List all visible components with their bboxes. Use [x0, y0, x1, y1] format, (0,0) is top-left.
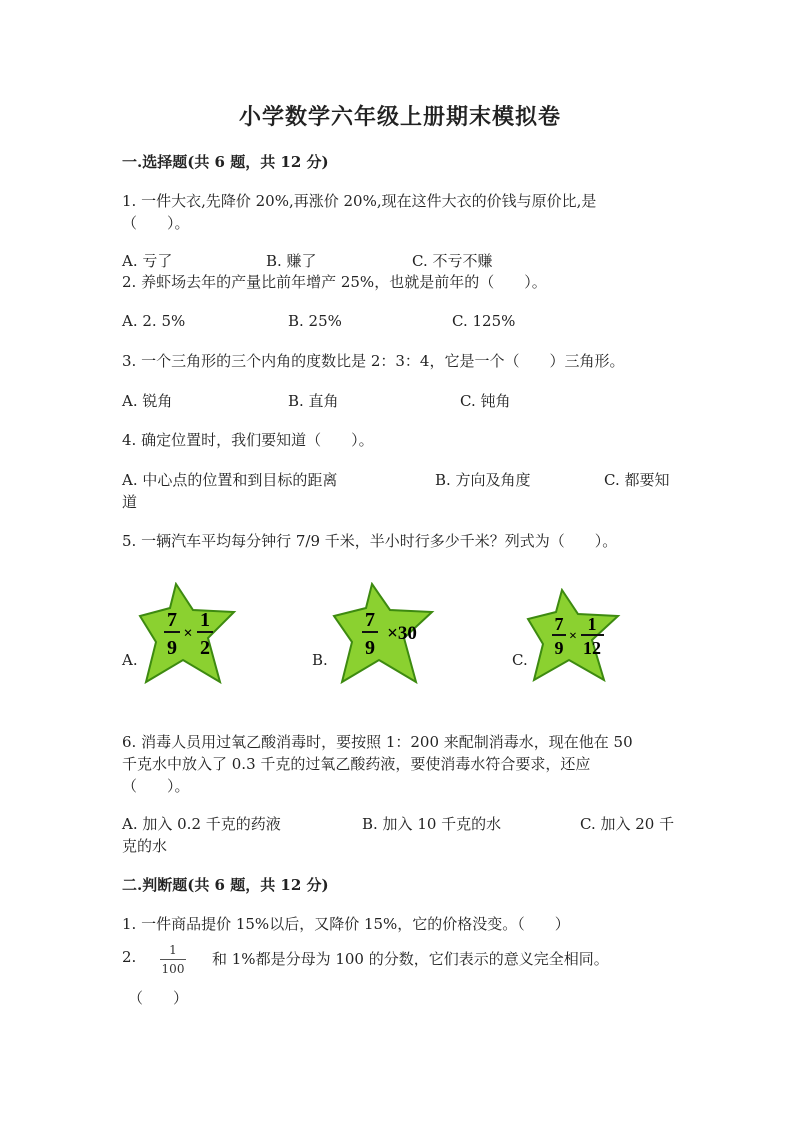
- judgement-2-fraction: [158, 942, 188, 977]
- star-b-num1: 7: [365, 609, 375, 631]
- question-2-option-b: B. 25%: [288, 312, 342, 330]
- star-option-c: [526, 588, 622, 684]
- question-3-option-a: A. 锐角: [122, 392, 173, 410]
- question-2-text: 2. 养虾场去年的产量比前年增产 25%，也就是前年的（ ）。: [122, 273, 547, 291]
- section-heading-choice: 一.选择题(共 6 题，共 12 分): [122, 153, 329, 171]
- question-2-option-c: C. 125%: [452, 312, 516, 330]
- star-a-num2: 1: [200, 609, 210, 631]
- star-a-den2: 2: [200, 637, 210, 659]
- judgement-2-text: 和 1%都是分母为 100 的分数，它们表示的意义完全相同。: [212, 950, 609, 968]
- question-6-option-a: A. 加入 0.2 千克的药液: [122, 815, 281, 833]
- question-1-text: 1. 一件大衣,先降价 20%,再涨价 20%,现在这件大衣的价钱与原价比,是: [122, 192, 597, 210]
- question-6-text-line1: 6. 消毒人员用过氧乙酸消毒时，要按照 1：200 来配制消毒水，现在他在 50: [122, 733, 633, 751]
- star-c-num2: 1: [587, 614, 597, 634]
- star-c-den1: 9: [554, 638, 564, 658]
- question-5-option-a-label: A.: [122, 651, 138, 669]
- question-6-text-line2: 千克水中放入了 0.3 千克的过氧乙酸药液，要使消毒水符合要求，还应: [122, 755, 591, 773]
- question-1-option-a: A. 亏了: [122, 252, 173, 270]
- question-1-blank: （ ）。: [122, 214, 190, 232]
- question-1-option-b: B. 赚了: [266, 252, 317, 270]
- question-2-option-a: A. 2. 5%: [122, 312, 186, 330]
- question-3-text: 3. 一个三角形的三个内角的度数比是 2：3：4，它是一个（ ）三角形。: [122, 352, 625, 370]
- fraction-denominator: 100: [161, 962, 185, 976]
- star-option-b: [332, 582, 436, 686]
- question-1-option-c: C. 不亏不赚: [412, 252, 493, 270]
- question-6-option-c: C. 加入 20 千: [580, 815, 675, 833]
- question-4-text: 4. 确定位置时，我们要知道（ ）。: [122, 431, 374, 449]
- page-title: 小学数学六年级上册期末模拟卷: [238, 104, 561, 130]
- star-c-op: ×: [569, 629, 577, 644]
- question-4-option-b: B. 方向及角度: [435, 471, 531, 489]
- star-c-den2: 12: [583, 638, 601, 658]
- star-a-den1: 9: [167, 637, 177, 659]
- question-3-option-b: B. 直角: [288, 392, 339, 410]
- star-a-op: ×: [183, 625, 193, 642]
- question-4-option-a: A. 中心点的位置和到目标的距离: [122, 471, 338, 489]
- question-5-option-b-label: B.: [312, 651, 328, 669]
- judgement-2-blank: （ ）: [128, 989, 189, 1007]
- question-4-option-c-wrap: 道: [122, 493, 138, 511]
- question-5-text: 5. 一辆汽车平均每分钟行 7/9 千米，半小时行多少千米？列式为（ ）。: [122, 532, 618, 550]
- question-5-option-c-label: C.: [512, 651, 528, 669]
- question-6-option-c-wrap: 克的水: [122, 837, 168, 855]
- question-6-blank: （ ）。: [122, 777, 190, 795]
- question-3-option-c: C. 钝角: [460, 392, 511, 410]
- judgement-2-number: 2.: [122, 948, 137, 966]
- section-heading-judgement: 二.判断题(共 6 题，共 12 分): [122, 876, 329, 894]
- star-b-den1: 9: [365, 637, 375, 659]
- star-a-num1: 7: [167, 609, 177, 631]
- fraction-numerator: 1: [169, 943, 177, 957]
- star-b-op: ×30: [387, 623, 417, 644]
- fraction-bar: [160, 959, 186, 960]
- question-4-option-c: C. 都要知: [604, 471, 670, 489]
- judgement-1-text: 1. 一件商品提价 15%以后，又降价 15%，它的价格没变。（ ）: [122, 915, 570, 933]
- question-6-option-b: B. 加入 10 千克的水: [362, 815, 502, 833]
- star-option-a: [138, 582, 238, 686]
- star-c-num1: 7: [554, 614, 564, 634]
